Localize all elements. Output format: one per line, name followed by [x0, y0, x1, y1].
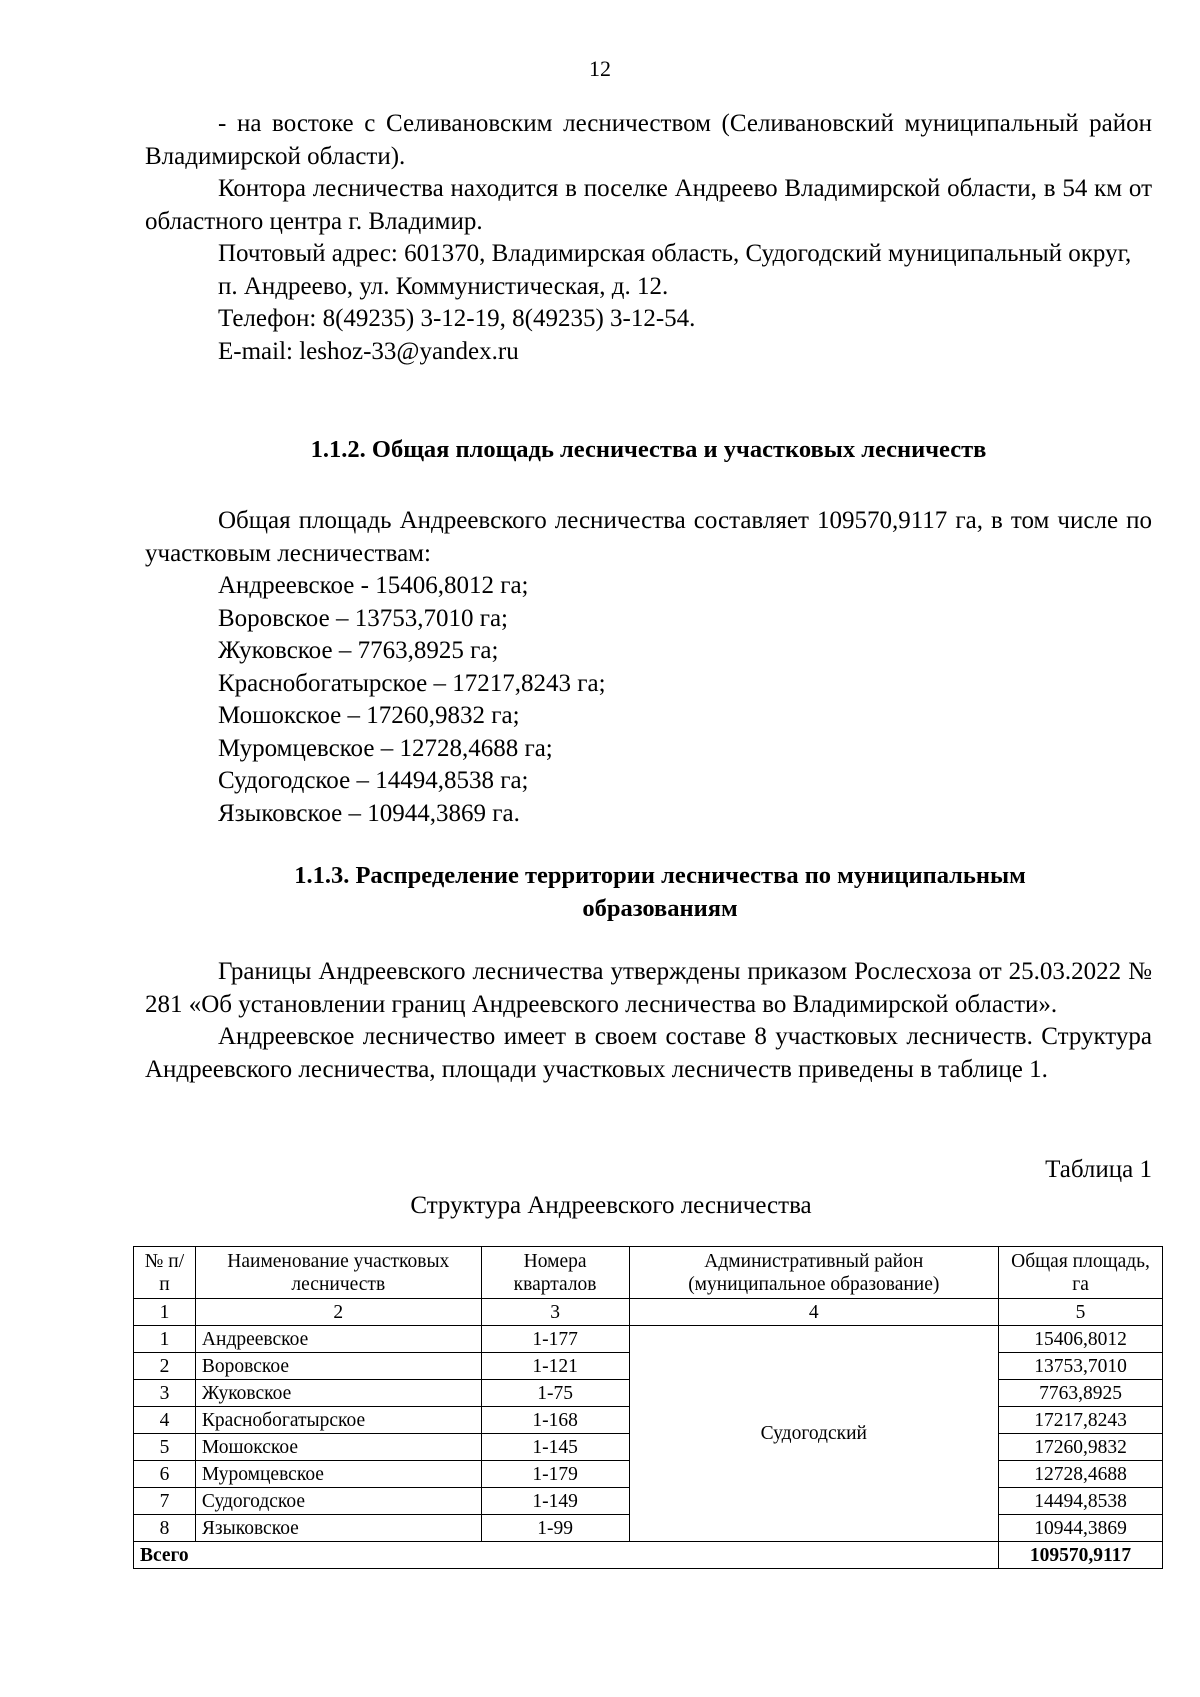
phone-line: Телефон: 8(49235) 3-12-19, 8(49235) 3-12-54.: [218, 305, 696, 332]
row-num: 1: [134, 1326, 196, 1353]
table-header-row: [134, 1247, 1163, 1299]
row-quarters: 1-145: [481, 1434, 629, 1461]
table-row: [134, 1326, 1163, 1353]
area-list-item: Языковское – 10944,3869 га.: [218, 799, 520, 827]
row-name: Краснобогатырское: [195, 1407, 481, 1434]
row-name: Судогодское: [195, 1488, 481, 1515]
paragraph-office-location: Контора лесничества находится в поселке Андреево Владимирской области, в 54 км от областного центра г. Владимир.: [145, 175, 1152, 235]
table-body: [134, 1326, 1163, 1542]
section-heading-113: 1.1.3. Распределение территории лесничества по муниципальным образованиям: [294, 862, 1026, 922]
row-num: 7: [134, 1488, 196, 1515]
area-list-item: Воровское – 13753,7010 га;: [218, 604, 509, 632]
area-list-item: Жуковское – 7763,8925 га;: [218, 637, 499, 664]
row-quarters: 1-179: [481, 1461, 629, 1488]
row-name: Андреевское: [195, 1326, 481, 1353]
address-street: п. Андреево, ул. Коммунистическая, д. 12.: [218, 272, 669, 300]
col-number: 4: [629, 1299, 999, 1326]
row-area: 13753,7010: [999, 1353, 1163, 1380]
row-area: 7763,8925: [999, 1380, 1163, 1407]
paragraph-postal-address: Почтовый адрес: 601370, Владимирская область, Судогодский муниципальный округ,: [218, 240, 1132, 267]
page-number: 12: [589, 56, 611, 81]
row-area: 17217,8243: [999, 1407, 1163, 1434]
row-name: Языковское: [195, 1515, 481, 1542]
row-area: 15406,8012: [999, 1326, 1163, 1353]
row-quarters: 1-75: [481, 1380, 629, 1407]
header-area: Общая площадь, га: [999, 1247, 1163, 1299]
table-title: Структура Андреевского лесничества: [410, 1192, 812, 1219]
row-num: 8: [134, 1515, 196, 1542]
row-quarters: 1-121: [481, 1353, 629, 1380]
structure-paragraph: Андреевское лесничество имеет в своем составе 8 участковых лесничеств. Структура Андреевского лесничества, площади участковых лесничеств приведены в таблице 1.: [145, 1023, 1152, 1083]
row-name: Жуковское: [195, 1380, 481, 1407]
row-area: 17260,9832: [999, 1434, 1163, 1461]
header-quarters: Номера кварталов: [481, 1247, 629, 1299]
row-quarters: 1-177: [481, 1326, 629, 1353]
total-value: 109570,9117: [999, 1542, 1163, 1569]
row-num: 3: [134, 1380, 196, 1407]
header-district: Административный район (муниципальное образование): [629, 1247, 999, 1299]
structure-table: [133, 1246, 1163, 1569]
header-num: № п/п: [134, 1247, 196, 1299]
section-112-body: [145, 505, 1152, 830]
email-line: E-mail: leshoz-33@yandex.ru: [218, 337, 519, 365]
row-area: 10944,3869: [999, 1515, 1163, 1542]
col-number: 1: [134, 1299, 196, 1326]
col-number: 2: [195, 1299, 481, 1326]
section-heading-112: 1.1.2. Общая площадь лесничества и участковых лесничеств: [310, 436, 987, 463]
row-name: Мошокское: [195, 1434, 481, 1461]
col-number: 5: [999, 1299, 1163, 1326]
area-list-item: Мошокское – 17260,9832 га;: [218, 702, 520, 729]
row-quarters: 1-168: [481, 1407, 629, 1434]
row-quarters: 1-99: [481, 1515, 629, 1542]
row-num: 5: [134, 1434, 196, 1461]
table-label: Таблица 1: [1045, 1156, 1152, 1183]
row-num: 2: [134, 1353, 196, 1380]
area-list-item: Судогодское – 14494,8538 га;: [218, 767, 529, 794]
row-name: Воровское: [195, 1353, 481, 1380]
header-name: Наименование участковых лесничеств: [195, 1247, 481, 1299]
row-num: 4: [134, 1407, 196, 1434]
area-list-item: Муромцевское – 12728,4688 га;: [218, 734, 553, 762]
district-cell: Судогодский: [629, 1326, 999, 1542]
row-area: 12728,4688: [999, 1461, 1163, 1488]
row-area: 14494,8538: [999, 1488, 1163, 1515]
row-name: Муромцевское: [195, 1461, 481, 1488]
total-label: Всего: [134, 1542, 999, 1569]
table-total-row: [134, 1542, 1163, 1569]
area-list-item: Краснобогатырское – 17217,8243 га;: [218, 669, 606, 697]
area-intro: Общая площадь Андреевского лесничества составляет 109570,9117 га, в том числе по участковым лесничествам:: [145, 507, 1152, 567]
table-column-numbers-row: [134, 1299, 1163, 1326]
area-list: [145, 570, 1152, 830]
paragraph-east-border: - на востоке с Селивановским лесничеством (Селивановский муниципальный район Владимирской области).: [145, 110, 1152, 170]
col-number: 3: [481, 1299, 629, 1326]
area-list-item: Андреевское - 15406,8012 га;: [218, 572, 529, 599]
top-text-block: [145, 108, 1152, 368]
boundaries-paragraph: Границы Андреевского лесничества утверждены приказом Рослесхоза от 25.03.2022 № 281 «Об установлении границ Андреевского лесничества во Владимирской области».: [145, 958, 1152, 1018]
row-quarters: 1-149: [481, 1488, 629, 1515]
row-num: 6: [134, 1461, 196, 1488]
section-113-body: [145, 956, 1152, 1086]
